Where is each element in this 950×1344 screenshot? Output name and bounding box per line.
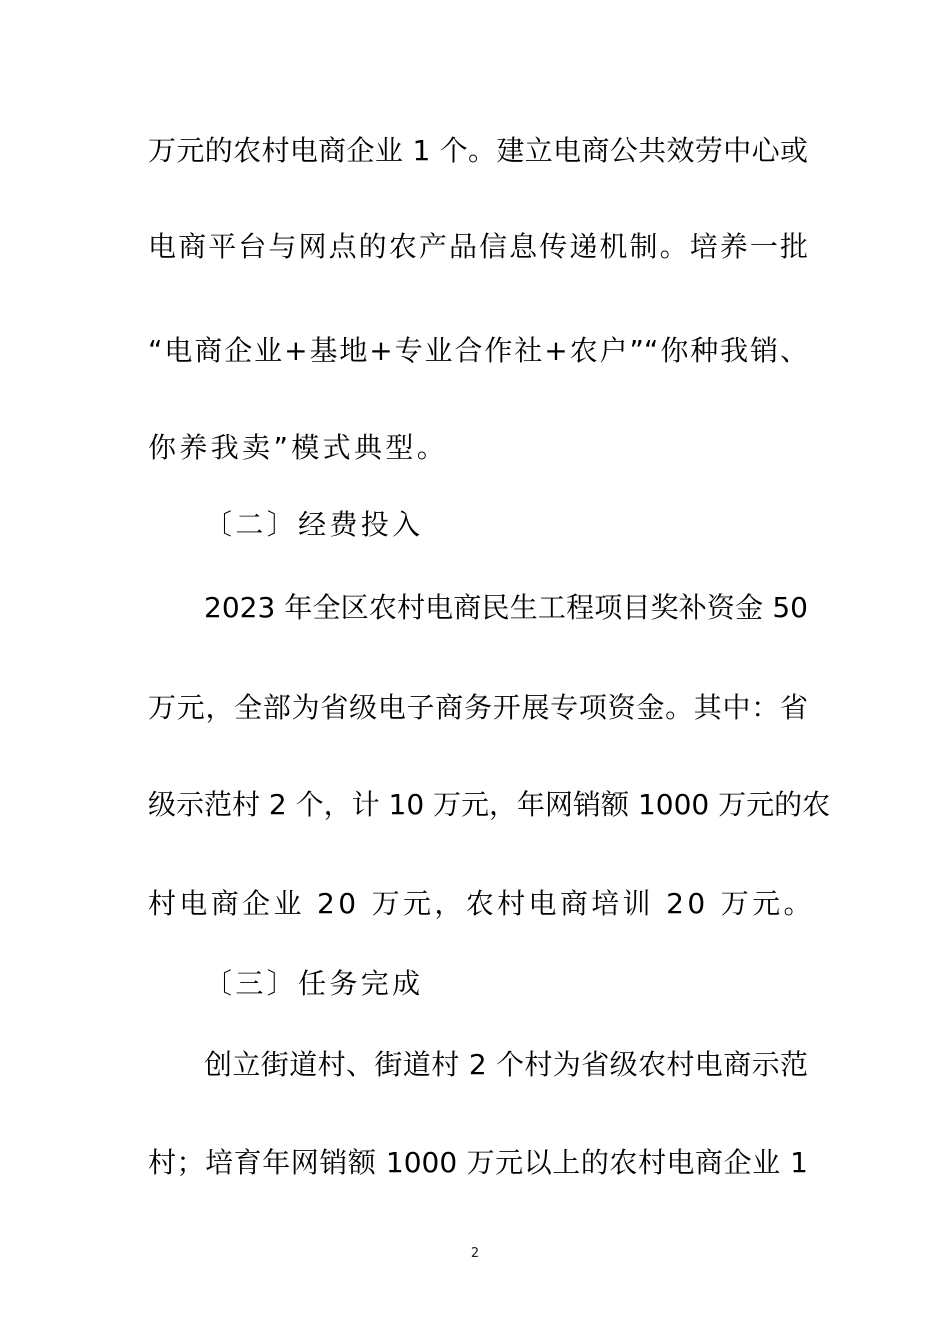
text-line-12: 村；培育年网销额 1000 万元以上的农村电商企业 1 — [148, 1146, 808, 1179]
text-line-8: 级示范村 2 个，计 10 万元，年网销额 1000 万元的农 — [148, 788, 831, 821]
text-line-7: 万元，全部为省级电子商务开展专项资金。其中：省 — [148, 691, 808, 724]
text-line-2: 电商平台与网点的农产品信息传递机制。培养一批 — [148, 230, 808, 263]
text-line-4: 你养我卖”模式典型。 — [148, 431, 449, 464]
text-line-9: 村电商企业 20 万元，农村电商培训 20 万元。 — [148, 887, 815, 920]
section-heading-2: 〔二〕经费投入 — [204, 508, 424, 541]
section-heading-3: 〔三〕任务完成 — [204, 967, 424, 1000]
page-number: 2 — [470, 1246, 480, 1261]
text-line-11: 创立街道村、街道村 2 个村为省级农村电商示范 — [204, 1048, 808, 1081]
text-line-3: “电商企业+基地+专业合作社+农户”“你种我销、 — [148, 334, 808, 367]
text-line-6: 2023 年全区农村电商民生工程项目奖补资金 50 — [204, 591, 808, 624]
text-line-1: 万元的农村电商企业 1 个。建立电商公共效劳中心或 — [148, 134, 808, 167]
